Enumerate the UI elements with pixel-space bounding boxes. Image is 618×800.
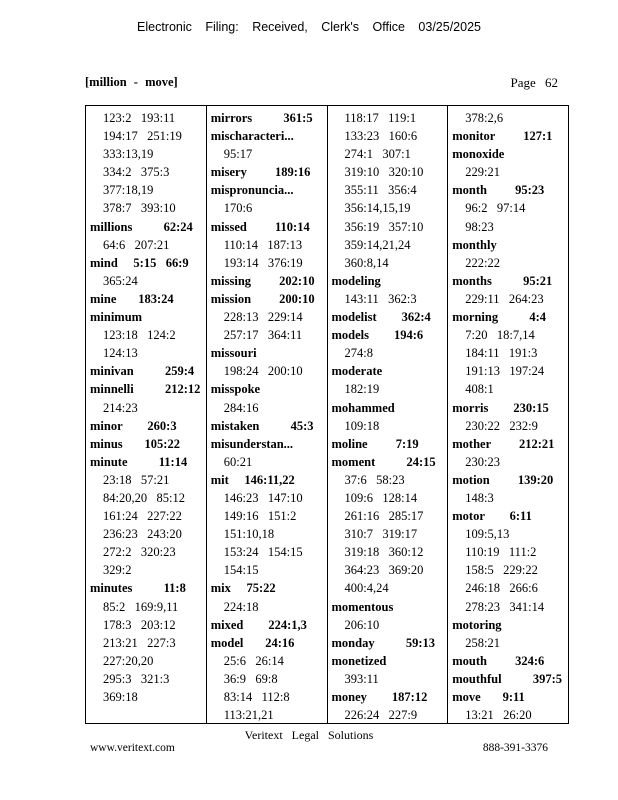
index-reference: 98:23 [465, 219, 494, 234]
index-reference: 214:23 [103, 400, 138, 415]
index-term: millions 62:24 [90, 219, 193, 234]
index-term: missed 110:14 [210, 219, 310, 234]
index-reference: 356:19 357:10 [344, 219, 424, 234]
index-reference: 85:2 169:9,11 [103, 599, 179, 614]
index-reference: 191:13 197:24 [465, 364, 545, 379]
index-reference: 257:17 364:11 [223, 328, 303, 343]
index-term: month 95:23 [452, 183, 545, 198]
index-reference: 319:10 320:10 [344, 165, 424, 180]
index-reference: 153:24 154:15 [223, 545, 303, 560]
index-term: monitor 127:1 [452, 129, 553, 144]
index-reference: 333:13,19 [103, 147, 154, 162]
index-term: misunderstan... [210, 436, 294, 451]
index-reference: 193:14 376:19 [223, 255, 303, 270]
index-reference: 123:18 124:2 [103, 328, 176, 343]
index-reference: 236:23 243:20 [103, 527, 182, 542]
index-reference: 261:16 285:17 [344, 509, 424, 524]
index-reference: 356:14,15,19 [344, 201, 411, 216]
index-reference: 143:11 362:3 [344, 291, 417, 306]
index-reference: 228:13 229:14 [223, 310, 303, 325]
index-reference: 227:20,20 [103, 653, 154, 668]
index-term: money 187:12 [331, 690, 428, 704]
index-reference: 229:21 [465, 165, 500, 180]
index-reference: 359:14,21,24 [344, 237, 411, 252]
index-term: model 24:16 [210, 635, 295, 650]
index-reference: 274:8 [344, 346, 373, 361]
index-reference: 84:20,20 85:12 [103, 490, 185, 505]
index-reference: 83:14 112:8 [223, 690, 290, 704]
index-term: modeling [331, 273, 381, 288]
index-reference: 408:1 [465, 382, 494, 397]
index-term: missouri [210, 346, 257, 361]
index-reference: 258:21 [465, 635, 500, 650]
index-reference: 109:6 128:14 [344, 490, 418, 505]
index-reference: 378:7 393:10 [103, 201, 176, 216]
index-reference: 161:24 227:22 [103, 509, 182, 524]
index-reference: 36:9 69:8 [223, 671, 278, 686]
index-reference: 329:2 [103, 563, 132, 578]
index-reference: 393:11 [344, 671, 379, 686]
index-reference: 170:6 [223, 201, 253, 216]
index-term: mistaken 45:3 [210, 418, 314, 433]
index-reference: 23:18 57:21 [103, 472, 170, 487]
index-reference: 7:20 18:7,14 [465, 328, 535, 343]
index-reference: 37:6 58:23 [344, 472, 405, 487]
index-reference: 178:3 203:12 [103, 617, 176, 632]
index-term: mix 75:22 [210, 581, 276, 596]
footer-phone: 888-391-3376 [482, 742, 548, 754]
index-term: minivan 259:4 [90, 364, 195, 379]
index-reference: 118:17 119:1 [344, 111, 417, 125]
index-reference: 246:18 266:6 [465, 581, 538, 596]
index-term: moderate [331, 364, 383, 379]
index-reference: 113:21,21 [223, 708, 274, 723]
index-term: moline 7:19 [331, 436, 419, 451]
index-reference: 151:10,18 [223, 527, 275, 542]
index-term: morris 230:15 [452, 400, 549, 415]
index-reference: 148:3 [465, 490, 494, 505]
index-term: misery 189:16 [210, 165, 311, 180]
index-reference: 182:19 [344, 382, 380, 397]
index-reference: 230:22 232:9 [465, 418, 538, 433]
index-term: mispronuncia... [210, 183, 294, 198]
index-term: models 194:6 [331, 328, 424, 343]
index-reference: 360:8,14 [344, 255, 389, 270]
index-term: momentous [331, 599, 394, 614]
index-reference: 110:14 187:13 [223, 237, 303, 252]
index-reference: 133:23 160:6 [344, 129, 418, 144]
index-reference: 146:23 147:10 [223, 490, 303, 505]
index-term: mirrors 361:5 [210, 111, 313, 125]
index-reference: 319:18 360:12 [344, 545, 424, 560]
index-term: modelist 362:4 [331, 310, 431, 325]
index-reference: 284:16 [223, 400, 259, 415]
index-reference: 110:19 111:2 [465, 545, 537, 560]
index-term: motoring [452, 617, 502, 632]
index-term: minute 11:14 [90, 454, 188, 469]
footer-company: Veritext Legal Solutions [244, 728, 374, 742]
index-reference: 224:18 [223, 599, 259, 614]
index-term: months 95:21 [452, 273, 553, 288]
index-reference: 355:11 356:4 [344, 183, 417, 198]
index-term: move 9:11 [452, 690, 525, 704]
filing-stamp: Electronic Filing: Received, Clerk's Office 03/25/2025 [137, 20, 481, 34]
index-reference: 364:23 369:20 [344, 563, 424, 578]
index-column-3 [327, 106, 448, 723]
index-column-2 [206, 106, 327, 723]
index-column-1 [86, 106, 206, 723]
index-term: mit 146:11,22 [210, 472, 295, 487]
index-term: minus 105:22 [90, 436, 180, 451]
index-term: mohammed [331, 400, 395, 415]
index-reference: 334:2 375:3 [103, 165, 170, 180]
index-reference: 222:22 [465, 255, 500, 270]
index-reference: 184:11 191:3 [465, 346, 538, 361]
index-reference: 226:24 227:9 [344, 708, 418, 723]
index-term: mission 200:10 [210, 291, 315, 306]
index-term: mother 212:21 [452, 436, 555, 451]
index-reference: 13:21 26:20 [465, 708, 532, 723]
index-term: mouth 324:6 [452, 653, 545, 668]
index-term: minnelli 212:12 [90, 382, 201, 397]
index-reference: 230:23 [465, 454, 500, 469]
index-reference: 149:16 151:2 [223, 509, 297, 524]
index-reference: 198:24 200:10 [223, 364, 303, 379]
page-number: Page 62 [510, 75, 558, 90]
index-reference: 278:23 341:14 [465, 599, 545, 614]
index-reference: 378:2,6 [465, 111, 504, 125]
index-reference: 60:21 [223, 454, 253, 469]
index-term: mine 183:24 [90, 291, 174, 306]
index-reference: 272:2 320:23 [103, 545, 176, 560]
index-term: mind 5:15 66:9 [90, 255, 189, 270]
footer-website: www.veritext.com [90, 742, 175, 754]
index-term: mouthful 397:5 [452, 671, 562, 686]
index-term: missing 202:10 [210, 273, 315, 288]
index-reference: 123:2 193:11 [103, 111, 176, 125]
index-reference: 194:17 251:19 [103, 129, 182, 144]
index-reference: 377:18,19 [103, 183, 154, 198]
index-reference: 109:5,13 [465, 527, 510, 542]
index-term: motor 6:11 [452, 509, 532, 524]
index-reference: 95:17 [223, 147, 253, 162]
index-term: misspoke [210, 382, 261, 397]
index-range: [million - move] [85, 75, 178, 89]
index-term: mischaracteri... [210, 129, 294, 144]
index-term: mixed 224:1,3 [210, 617, 307, 632]
index-reference: 25:6 26:14 [223, 653, 284, 668]
index-term: motion 139:20 [452, 472, 554, 487]
index-reference: 64:6 207:21 [103, 237, 170, 252]
index-reference: 206:10 [344, 617, 380, 632]
index-term: minor 260:3 [90, 418, 177, 433]
index-term: moment 24:15 [331, 454, 436, 469]
index-reference: 274:1 307:1 [344, 147, 411, 162]
index-term: minutes 11:8 [90, 581, 186, 596]
index-reference: 124:13 [103, 346, 138, 361]
index-reference: 229:11 264:23 [465, 291, 544, 306]
index-term: morning 4:4 [452, 310, 546, 325]
word-index-grid [85, 105, 569, 724]
index-term: monetized [331, 653, 387, 668]
index-reference: 158:5 229:22 [465, 563, 538, 578]
index-term: monoxide [452, 147, 505, 162]
index-reference: 295:3 321:3 [103, 671, 170, 686]
index-column-4 [447, 106, 568, 723]
index-term: minimum [90, 310, 143, 325]
index-reference: 154:15 [223, 563, 259, 578]
index-reference: 109:18 [344, 418, 380, 433]
index-reference: 400:4,24 [344, 581, 389, 596]
index-reference: 213:21 227:3 [103, 635, 176, 650]
index-reference: 310:7 319:17 [344, 527, 418, 542]
index-reference: 365:24 [103, 273, 138, 288]
index-term: monthly [452, 237, 497, 252]
index-reference: 369:18 [103, 690, 138, 704]
index-reference: 96:2 97:14 [465, 201, 526, 216]
index-term: monday 59:13 [331, 635, 435, 650]
